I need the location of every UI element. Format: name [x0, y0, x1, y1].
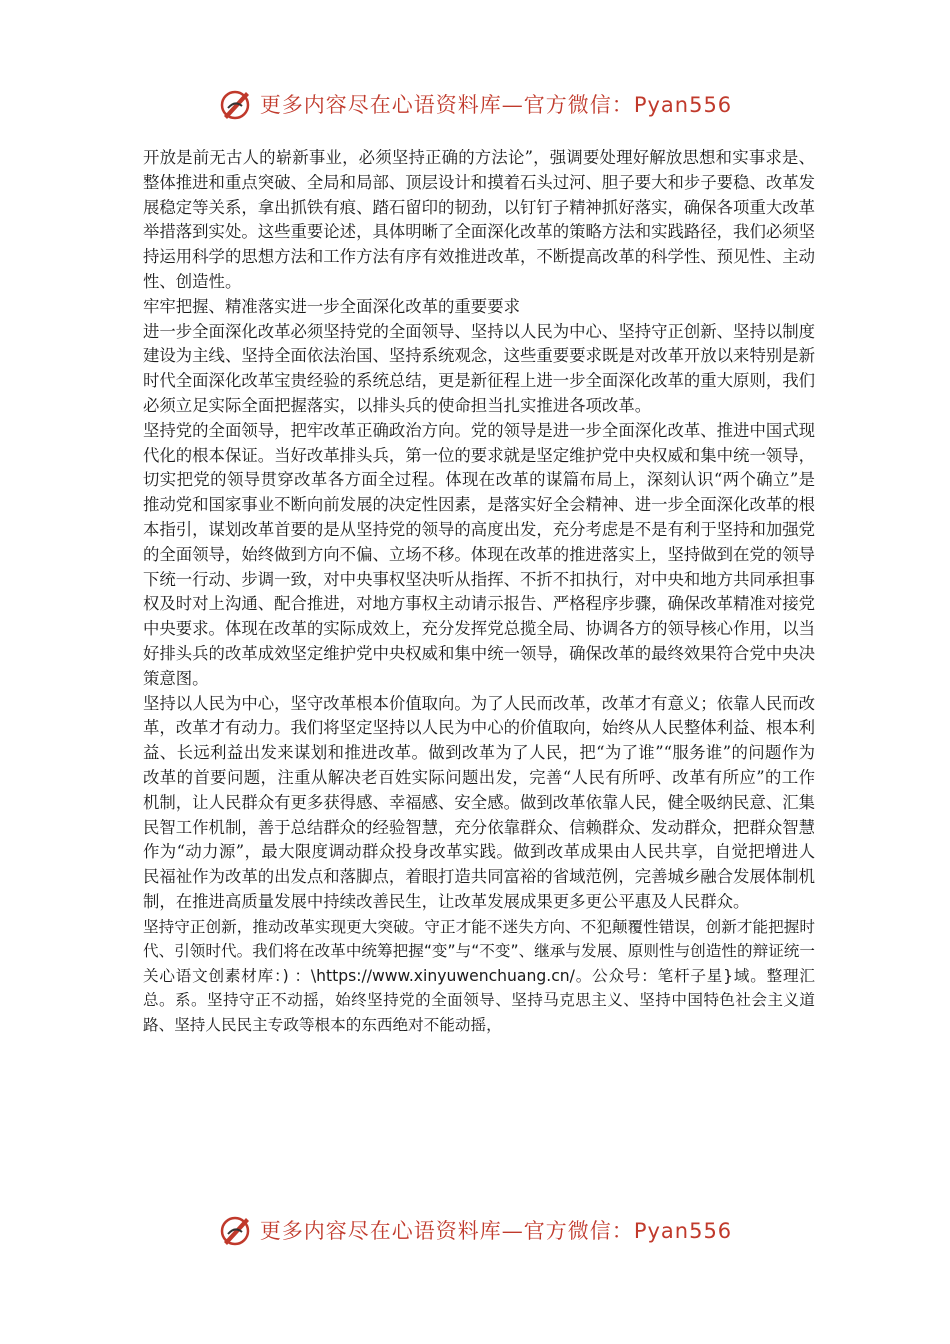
paragraph-method: 开放是前无古人的崭新事业，必须坚持正确的方法论”，强调要处理好解放思想和实事求是、整体推进和重点突破、全局和局部、顶层设计和摸着石头过河、胆子要大和步子要稳、改革发展稳定等关系，拿出抓铁有痕、踏石留印的韧劲，以钉钉子精神抓好落实，确保各项重大改革举措落到实处。这些重要论述，具体明晰了全面深化改革的策略方法和实践路径，我们必须坚持运用科学的思想方法和工作方法有序有效推进改革，不断提高改革的科学性、预见性、主动性、创造性。 [143, 148, 816, 291]
pen-logo-icon [218, 86, 254, 122]
paragraph-innovation: 坚持守正创新，推动改革实现更大突破。守正才能不迷失方向、不犯颠覆性错误，创新才能把握时代、引领时代。我们将在改革中统筹把握“变”与“不变”、继承与发展、原则性与创造性的辩证统一关心语文创素材库：) ：\https://www.xinyuwenchuang.cn/。公众号：笔杆子星}域。整理汇总。系。坚持守正不动摇，始终坚持党的全面领导、坚持马克思主义、坚持中国特色社会主义道路、坚持人民民主专政等根本的东西绝对不能动摇， [143, 917, 815, 1035]
document-body [143, 146, 815, 1038]
paragraph-people-centered: 坚持以人民为中心，坚守改革根本价值取向。为了人民而改革，改革才有意义；依靠人民而改革，改革才有动力。我们将坚定坚持以人民为中心的价值取向，始终从人民整体利益、根本利益、长远利益出发来谋划和推进改革。做到改革为了人民，把“为了谁”“服务谁”的问题作为改革的首要问题，注重从解决老百姓实际问题出发，完善“人民有所呼、改革有所应”的工作机制，让人民群众有更多获得感、幸福感、安全感。做到改革依靠人民，健全吸纳民意、汇集民智工作机制，善于总结群众的经验智慧，充分依靠群众、信赖群众、发动群众，把群众智慧作为“动力源”，最大限度调动群众投身改革实践。做到改革成果由人民共享，自觉把增进人民福祉作为改革的出发点和落脚点，着眼打造共同富裕的省域范例，完善城乡融合发展体制机制，在推进高质量发展中持续改善民生，让改革发展成果更多更公平惠及人民群众。 [143, 693, 816, 911]
header-banner-handle: Pyan556 [633, 93, 733, 117]
paragraph-requirements: 进一步全面深化改革必须坚持党的全面领导、坚持以人民为中心、坚持守正创新、坚持以制度建设为主线、坚持全面依法治国、坚持系统观念，这些重要要求既是对改革开放以来特别是新时代全面深化改革宝贵经验的系统总结，更是新征程上进一步全面深化改革的重大原则，我们必须立足实际全面把握落实，以排头兵的使命担当扎实推进各项改革。 [143, 321, 816, 415]
header-banner-text: 更多内容尽在心语资料库—官方微信：Pyan556 [259, 93, 733, 117]
pen-logo-icon [218, 1212, 254, 1248]
footer-banner-handle: Pyan556 [633, 1219, 733, 1243]
footer-banner [0, 1210, 950, 1250]
header-banner [0, 84, 950, 124]
paragraph-party-leadership: 坚持党的全面领导，把牢改革正确政治方向。党的领导是进一步全面深化改革、推进中国式现代化的根本保证。当好改革排头兵，第一位的要求就是坚定维护党中央权威和集中统一领导，切实把党的领导贯穿改革各方面全过程。体现在改革的谋篇布局上，深刻认识“两个确立”是推动党和国家事业不断向前发展的决定性因素，是落实好全会精神、进一步全面深化改革的根本指引，谋划改革首要的是从坚持党的领导的高度出发，充分考虑是不是有利于坚持和加强党的全面领导，始终做到方向不偏、立场不移。体现在改革的推进落实上，坚持做到在党的领导下统一行动、步调一致，对中央事权坚决听从指挥、不折不扣执行，对中央和地方共同承担事权及时对上沟通、配合推进，对地方事权主动请示报告、严格程序步骤，确保改革精准对接党中央要求。体现在改革的实际成效上，充分发挥党总揽全局、协调各方的领导核心作用，以当好排头兵的改革成效坚定维护党中央权威和集中统一领导，确保改革的最终效果符合党中央决策意图。 [143, 420, 816, 688]
section-heading: 牢牢把握、精准落实进一步全面深化改革的重要要求 [143, 296, 520, 316]
footer-banner-text: 更多内容尽在心语资料库—官方微信：Pyan556 [259, 1219, 733, 1243]
